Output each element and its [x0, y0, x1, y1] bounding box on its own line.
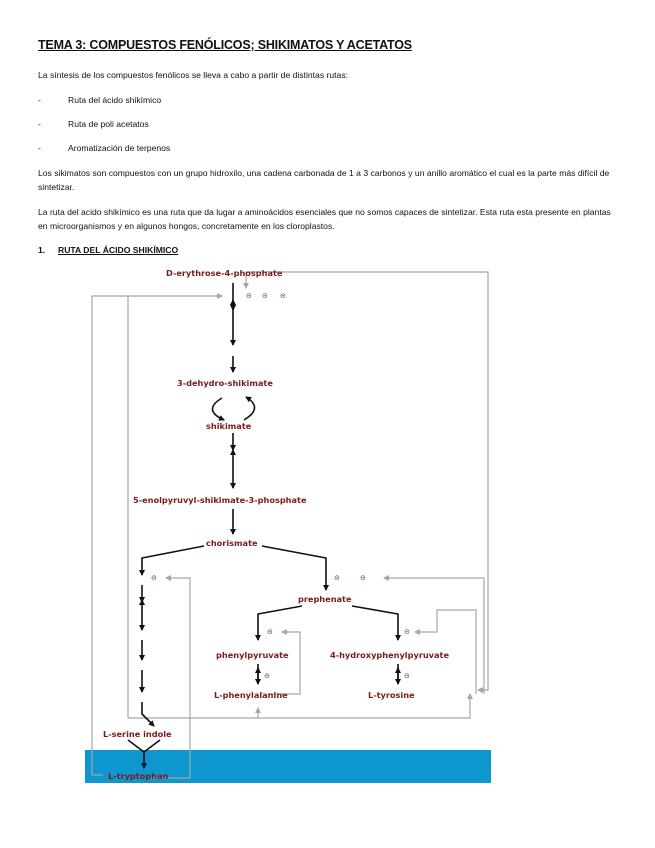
- node-enolpyruvyl: 5-enolpyruvyl-shikimate-3-phosphate: [133, 495, 307, 505]
- list-bullet: -: [38, 119, 41, 129]
- inhibition-icon: ⊝: [151, 574, 157, 582]
- node-hydroxyphenylpyruvate: 4-hydroxyphenylpyruvate: [330, 650, 450, 660]
- node-tyrosine: L-tyrosine: [368, 690, 415, 700]
- document-title: TEMA 3: COMPUESTOS FENÓLICOS; SHIKIMATOS Y ACETATOS: [38, 38, 412, 52]
- node-chorismate: chorismate: [206, 538, 258, 548]
- inhibition-icon: ⊝: [404, 628, 410, 636]
- inhibition-icon: ⊝: [334, 574, 340, 582]
- node-phenylalanine: L-phenylalanine: [214, 690, 288, 700]
- feedback-lines: [92, 272, 488, 778]
- list-bullet: -: [38, 143, 41, 153]
- node-prephenate: prephenate: [298, 594, 352, 604]
- list-item-label: Aromatización de terpenos: [68, 143, 171, 153]
- intro-paragraph: La síntesis de los compuestos fenólicos se lleva a cabo a partir de distintas rutas:: [38, 70, 349, 80]
- inhibition-icon: ⊝: [262, 292, 268, 300]
- inhibition-icon: ⊝: [360, 574, 366, 582]
- inhibition-icon: ⊝: [246, 292, 252, 300]
- list-item-label: Ruta del ácido shikímico: [68, 95, 162, 105]
- inhibition-icon: ⊝: [267, 628, 273, 636]
- node-dehydro-shikimate: 3-dehydro-shikimate: [177, 378, 273, 388]
- section-number: 1.: [38, 245, 46, 255]
- node-erythrose: D-erythrose-4-phosphate: [166, 268, 283, 278]
- inhibition-icon: ⊝: [280, 292, 286, 300]
- sikimatos-paragraph: Los sikimatos son compuestos con un grupo hidroxilo, una cadena carbonada de 1 a 3 carbonos y un anillo aromático el cual es la parte más difícil de sintetizar.: [38, 168, 610, 192]
- node-tryptophan: L-tryptophan: [108, 771, 169, 781]
- section-label: RUTA DEL ÁCIDO SHIKÍMICO: [58, 245, 179, 255]
- node-serine-indole: L-serine indole: [103, 729, 172, 739]
- node-phenylpyruvate: phenylpyruvate: [216, 650, 289, 660]
- node-shikimate: shikimate: [206, 421, 252, 431]
- ruta-paragraph: La ruta del acido shikímico es una ruta que da lugar a aminoácidos esenciales que no somos capaces de sintetizar. Esta ruta esta presente en plantas en microorganismos y en algunos hongos, concretamente en los cloroplastos.: [38, 207, 611, 231]
- list-item-label: Ruta de poli acetatos: [68, 119, 149, 129]
- inhibition-icon: ⊝: [264, 672, 270, 680]
- inhibition-icon: ⊝: [404, 672, 410, 680]
- list-bullet: -: [38, 95, 41, 105]
